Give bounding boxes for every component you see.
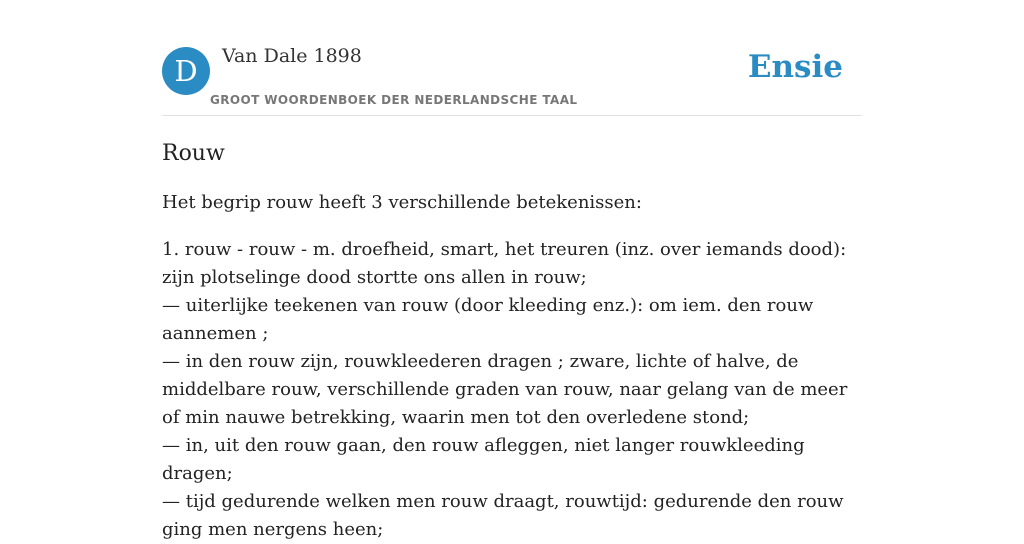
entry-intro: Het begrip rouw heeft 3 verschillende betekenissen: xyxy=(162,192,642,213)
entry-content xyxy=(162,138,862,544)
header xyxy=(162,0,862,116)
definition-line: — tijd gedurende welken men rouw draagt, rouwtijd: gedurende den rouw ging men nergens heen; xyxy=(162,491,844,540)
definition xyxy=(162,236,862,544)
definition-line: — uiterlijke teekenen van rouw (door kleeding enz.): om iem. den rouw aannemen ; xyxy=(162,295,814,344)
dictionary-subtitle: GROOT WOORDENBOEK DER NEDERLANDSCHE TAAL xyxy=(210,93,578,107)
entry-title: Rouw xyxy=(162,141,225,166)
dictionary-name[interactable]: Van Dale 1898 xyxy=(222,45,362,67)
dictionary-avatar[interactable]: D xyxy=(162,47,210,95)
brand-logo[interactable]: Ensie xyxy=(747,49,843,85)
definition-line: — in, uit den rouw gaan, den rouw afleggen, niet langer rouwkleeding dragen; xyxy=(162,435,805,484)
definition-line: 1. rouw - rouw - m. droefheid, smart, het treuren (inz. over iemands dood): zijn plotselinge dood stortte ons allen in rouw; xyxy=(162,239,847,288)
definition-line: — in den rouw zijn, rouwkleederen dragen ; zware, lichte of halve, de middelbare rouw, verschillende graden van rouw, naar gelang van de meer of min nauwe betrekking, waarin men tot den overledene stond; xyxy=(162,351,848,428)
